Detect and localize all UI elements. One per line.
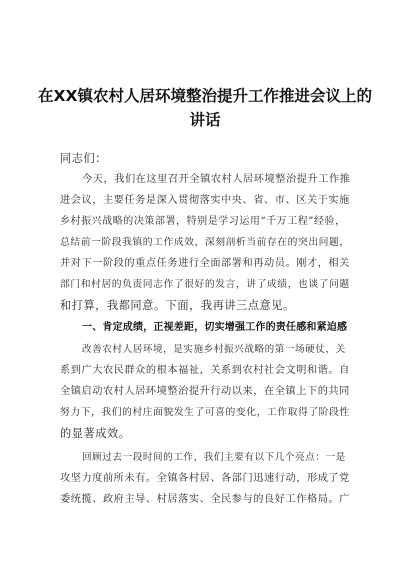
- paragraph-2-line: 全镇启动农村人居环境整治提升行动以来，在全镇上下的共同: [60, 386, 350, 397]
- paragraph-1-line: 进会议，主要任务是深入贯彻落实中央、省、市、区关于实施: [60, 195, 350, 206]
- salutation: 同志们：: [60, 152, 107, 165]
- document-title-line-1: 在XX镇农村人居环境整治提升工作推进会议上的: [38, 87, 372, 105]
- paragraph-1-line: 并对下一阶段的重点任务进行全面部署和再动员。刚才，相关: [60, 258, 350, 269]
- paragraph-1-line: 今天，我们在这里召开全镇农村人居环境整治提升工作推: [82, 174, 351, 185]
- paragraph-3-line: 委统揽、政府主导、村居落实、全民参与的良好工作格局。广: [60, 494, 350, 505]
- paragraph-3-line: 回顾过去一段时间的工作，我们主要有以下几个亮点：一是: [82, 452, 346, 463]
- paragraph-1-line: 部门和村居的负责同志作了很好的发言，讲了成绩，也谈了问题: [60, 279, 350, 290]
- paragraph-1-line: 和打算，我都同意。下面，我再讲三点意见。: [60, 299, 295, 312]
- paragraph-2-line: 的显著成效。: [60, 427, 131, 440]
- paragraph-3-line: 攻坚力度前所未有。全镇各村居、各部门迅速行动，形成了党: [60, 473, 350, 484]
- section-1-heading: 一、肯定成绩，正视差距，切实增强工作的责任感和紧迫感: [82, 322, 348, 333]
- paragraph-1-line: 总结前一阶段我镇的工作成效，深刻剖析当前存在的突出问题，: [60, 237, 350, 248]
- paragraph-1-line: 乡村振兴战略的决策部署，特别是学习运用“千万工程”经验，: [60, 216, 346, 227]
- document-title-line-2: 讲话: [189, 111, 221, 129]
- paragraph-2-line: 系到广大农民群众的根本福祉，关系到农村社会文明和谐。自: [60, 365, 350, 376]
- paragraph-2-line: 努力下，我们的村庄面貌发生了可喜的变化，工作取得了阶段性: [60, 407, 350, 418]
- paragraph-2-line: 改善农村人居环境，是实施乡村振兴战略的第一场硬仗，关: [82, 344, 346, 355]
